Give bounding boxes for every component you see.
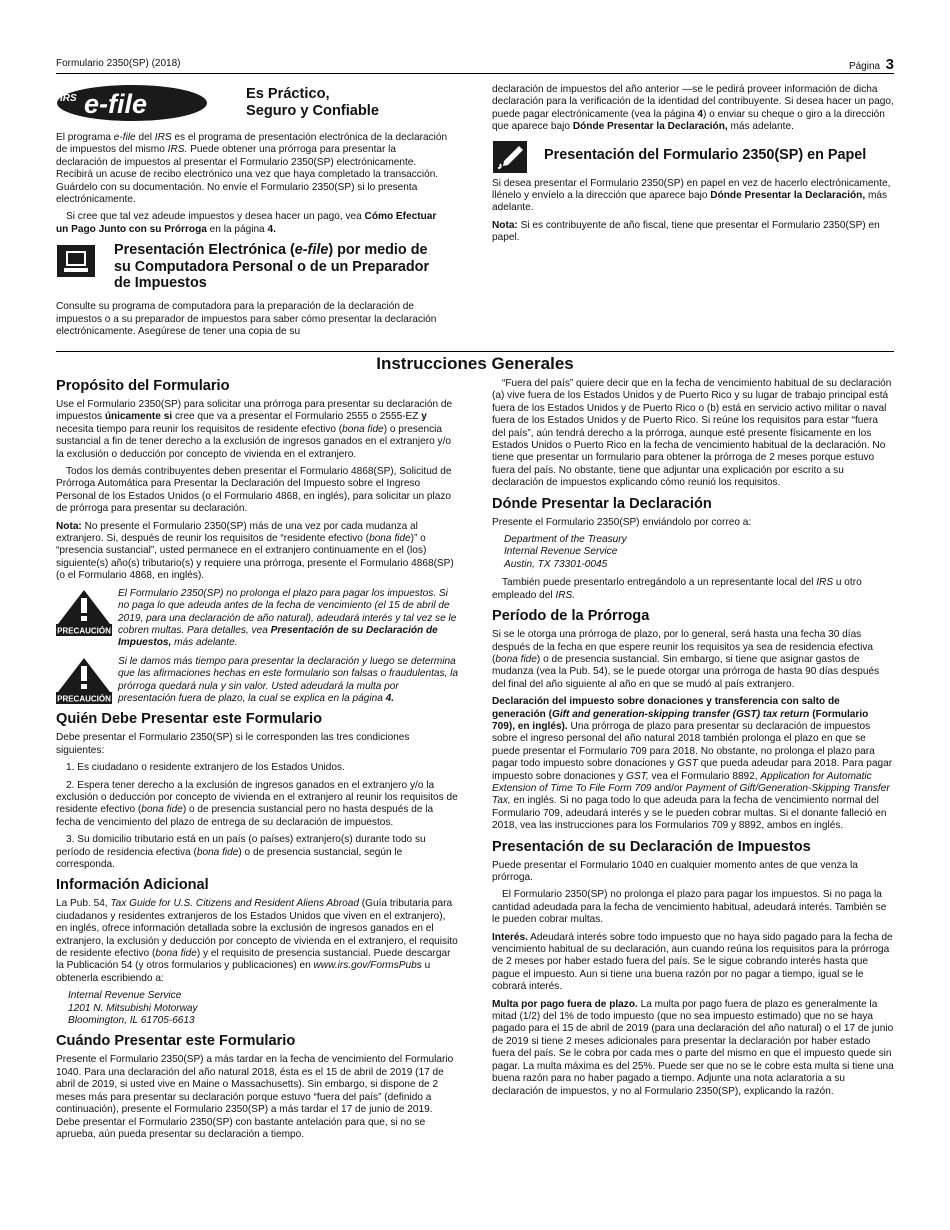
info-paragraph: La Pub. 54, Tax Guide for U.S. Citizens and Resident Aliens Abroad (Guía tributaria para ciudadanos y residentes extranjeros de los Estados Unidos que viven en el extranjero), en inglés, ofrece información detallada sobre la exclusión de ingresos ganados en el extranjero, la exclusión y deducción por concepto de vivienda en el extranjero, el requisito de residente efectivo (bona fide) y el requisito de presencia sustancial. Puede descargar la Publicación 54 (y otros formularios y publicaciones) en www.irs.gov/FormsPubs u obtenerla escribiendo a: bbox=[56, 898, 458, 984]
info-heading: Información Adicional bbox=[56, 877, 209, 894]
forms-pubs-link[interactable]: www.irs.gov/FormsPubs bbox=[313, 960, 422, 972]
paper-heading: Presentación del Formulario 2350(SP) en Papel bbox=[492, 140, 894, 174]
presentacion-heading: Presentación de su Declaración de Impuestos bbox=[492, 838, 811, 855]
paper-section bbox=[492, 84, 894, 250]
cuando-paragraph: Presente el Formulario 2350(SP) a más tardar en la fecha de vencimiento del Formulario 1040. Para una declaración del año natural 2018, ésta es el 15 de abril de 2019 (17 de abril de 2019, si usted vive en Maine o Massachusetts). Sin embargo, si dispone de 2 meses más para presentar su declaración porque estuvo “fuera del país” (definido a continuación), presente el Formulario 2350(SP) a más tardar el 17 de junio de 2019. Debe presentar el Formulario 2350(SP) con bastante antelación para que, si no se aprueba, aún pueda presentar su declaración a tiempo. bbox=[56, 1054, 454, 1140]
top-right-paragraph-1: declaración de impuestos del año anterior —se le pedirá proveer información de dicha declaración para la verificación de la identidad del contribuyente. Si desea hacer un pago, puede pagar electrónicamente (vea la página 4) o enviar su cheque o giro a la dirección que aparece bajo Dónde Presentar la Declaración, más adelante. bbox=[492, 84, 894, 133]
interes-paragraph: Interés. Adeudará interés sobre todo impuesto que no haya sido pagado para la fecha de vencimiento habitual de su declaración, aun cuando reúna los requisitos para la prórroga de 2 meses por haber estado fuera del país. Se le sigue cobrando interés hasta que pague el impuesto. Aun si tiene una buena razón por no pagar a tiempo, igual se le cobrará interés. bbox=[492, 931, 893, 993]
proposito-paragraph-2: Todos los demás contribuyentes deben presentar el Formulario 4868(SP), Solicitud de Prórroga Automática para Presentar la Declaración del Impuesto sobre el Ingreso Personal de los Estados Unidos (o el Formulario 4868, en inglés), para solicitar un plazo de prórroga para presentar su declaración. bbox=[56, 466, 452, 515]
efile-paragraph-1: El programa e-file del IRS es el programa de presentación electrónica de la declaración de impuestos del mismo IRS. Puede obtener una prórroga para presentar la declaración de impuestos al presentar el Formulario 2350(SP) electrónicamente. Recibirá un acuse de recibo electrónico una vez que haya completado la transacción. Guárdelo con su documentación. No envíe el Formulario 2350(SP) si lo presenta electrónicamente. bbox=[56, 132, 448, 206]
irs-efile-logo bbox=[56, 84, 208, 122]
computer-icon bbox=[56, 244, 96, 278]
fuera-paragraph: “Fuera del país” quiere decir que en la fecha de vencimiento habitual de su declaración (a) vive fuera de los Estados Unidos y de Puerto Rico y su lugar de trabajo principal está fuera de los Estados Unidos y de Puerto Rico o (b) está en servicio activo militar o naval fuera de los Estados Unidos y de Puerto Rico. Si reúne los requisitos para estar “fuera del país”, aún tendrá derecho a la prórroga, aunque esté presente físicamente en los Estados Unidos o Puerto Rico en la fecha de vencimiento habitual de la declaración. No tiene que presentar un formulario para obtener la prórroga de 2 meses porque estuvo fuera del país. No obstante, tiene que adjuntar una explicación por escrito a su declaración de impuestos explicando cómo reunió los requisitos. bbox=[492, 378, 892, 489]
paper-note: Nota: Si es contribuyente de año fiscal, tiene que presentar el Formulario 2350(SP) en papel. bbox=[492, 219, 880, 244]
donde-intro: Presente el Formulario 2350(SP) enviándolo por correo a: bbox=[492, 516, 752, 528]
periodo-paragraph-1: Si se le otorga una prórroga de plazo, por lo general, será hasta una fecha 30 días después de la fecha en que espere reunir los requisitos ya sea de residencia efectiva (bona fide) o de presencia sustancial. Sin embargo, si tiene que asignar gastos de mudanza (vea la Pub. 54), se le puede otorgar una prórroga de hasta 90 días después del final del año siguiente al año en que se mudó al país extranjero. bbox=[492, 629, 880, 690]
quien-heading: Quién Debe Presentar este Formulario bbox=[56, 711, 323, 728]
svg-text:IRS: IRS bbox=[60, 93, 77, 104]
donde-address: Department of the Treasury Internal Revenue Service Austin, TX 73301-0045 bbox=[504, 534, 627, 570]
quien-intro: Debe presentar el Formulario 2350(SP) si le corresponden las tres condiciones siguientes: bbox=[56, 732, 410, 756]
right-column bbox=[492, 378, 894, 1103]
presentacion-paragraph-1: Puede presentar el Formulario 1040 en cualquier momento antes de que venza la prórroga. bbox=[492, 859, 858, 883]
presentacion-paragraph-2: El Formulario 2350(SP) no prolonga el plazo para pagar los impuestos. Si no paga la cantidad adeudada para la fecha de vencimiento habitual, adeudará interés. También se le pueden cobrar multas. bbox=[492, 889, 887, 926]
svg-text:PRECAUCIÓN: PRECAUCIÓN bbox=[57, 694, 111, 704]
section-rule bbox=[56, 351, 894, 352]
page-header bbox=[56, 56, 894, 72]
proposito-heading: Propósito del Formulario bbox=[56, 378, 230, 394]
svg-text:PRECAUCIÓN: PRECAUCIÓN bbox=[57, 626, 111, 636]
efile-section bbox=[56, 84, 448, 344]
donde-heading: Dónde Presentar la Declaración bbox=[492, 495, 712, 512]
pencil-paper-icon bbox=[492, 140, 528, 174]
paper-paragraph: Si desea presentar el Formulario 2350(SP) en papel en vez de hacerlo electrónicamente, llénelo y envíelo a la dirección que aparece bajo Dónde Presentar la Declaración, más adelante. bbox=[492, 177, 891, 214]
page-indicator: Página 3 bbox=[848, 56, 894, 73]
caution-icon bbox=[56, 656, 112, 704]
list-item: 1. Es ciudadano o residente extranjero de los Estados Unidos. bbox=[66, 762, 345, 774]
proposito-paragraph-1: Use el Formulario 2350(SP) para solicitar una prórroga para presentar su declaración de impuestos únicamente si cree que va a presentar el Formulario 2555 o 2555-EZ y necesita tiempo para reunir los requisitos de residente efectivo (bona fide) o presencia sustancial a fin de tener derecho a la exclusión de ingresos ganados en el extranjero y/o la exclusión o deducción por concepto de vivienda en el extranjero. bbox=[56, 399, 453, 460]
caution-text-1: El Formulario 2350(SP) no prolonga el plazo para pagar los impuestos. Si no paga lo que adeuda antes de la fecha de vencimiento (el 15 de abril de 2019, para una declaración de año natural), adeudará interés y tal vez se le cobren multas. Para detalles, vea Presentación de su Declaración de Impuestos, más adelante. bbox=[118, 587, 457, 649]
efile-paragraph-2: Si cree que tal vez adeude impuestos y desea hacer un pago, vea Cómo Efectuar un Pago Junto con su Prórroga en la página 4. bbox=[56, 211, 437, 235]
general-instructions-title: Instrucciones Generales bbox=[376, 354, 574, 373]
efile-heading: Es Práctico, Seguro y Confiable bbox=[246, 86, 379, 119]
list-item: 2. Espera tener derecho a la exclusión de ingresos ganados en el extranjero y/o la exclusión o deducción por concepto de vivienda en el extranjero al reunir los requisitos de residente efectivo (bona fide) o de presencia sustancial pero no hasta después de la fecha de vencimiento del plazo de entrega de su declaración de impuestos. bbox=[56, 779, 458, 828]
caution-icon bbox=[56, 588, 112, 636]
list-item: 3. Su domicilio tributario está en un país (o países) extranjero(s) durante todo su período de residencia efectiva (bona fide) o de presencia sustancial, según le corresponda. bbox=[56, 834, 426, 870]
efile-paragraph-3: Consulte su programa de computadora para la preparación de la declaración de impuestos o a su preparador de impuestos para saber cómo presentar la declaración electrónicamente. Asegúrese de tener una copia de su bbox=[56, 301, 437, 338]
periodo-paragraph-2: Declaración del impuesto sobre donaciones y transferencia con salto de generación (Gift and generation-skipping transfer (GST) tax return (Formulario 709), en inglés). Una prórroga de plazo para presentar su declaración de impuestos sobre el ingreso personal del año natural 2018 también prolonga el plazo en que se puede presentar el Formulario 709 para 2018. No obstante, no prolonga el plazo para pagar todo impuesto sobre donaciones y GST que pueda adeudar para 2018. Para pagar impuesto sobre donaciones y GST, vea el Formulario 8892, Application for Automatic Extension of Time To File Form 709 and/or Payment of Gift/Generation-Skipping Transfer Tax, en inglés. Si no paga todo lo que adeuda para la fecha de vencimiento normal del Formulario 709, adeudará interés y se le pueden cobrar multas. Si el donante falleció en 2018, vea las instrucciones para los Formularios 709 y 8892, ambos en inglés. bbox=[492, 696, 893, 832]
page-number: 3 bbox=[885, 56, 894, 73]
multa-paragraph: Multa por pago fuera de plazo. La multa por pago fuera de plazo es generalmente la mitad (1/2) del 1% de todo impuesto (que no sea impuesto estimado) que no se haya pagado para el 15 de abril de 2019 (para una declaración del año natural) o el 17 de junio de 2019 si tiene 2 meses adicionales para presentar la declaración por haber estado fuera del país. Se le cobra por cada mes o parte del mismo en que el impuesto quede sin pagar. La multa máxima es del 25%. Puede ser que no se le cobre esta multa si tiene una buena razón para no haber pagado a tiempo. Adjunte una nota aclaratoria a su declaración de impuestos, y no al Formulario 2350(SP), explicando la razón. bbox=[492, 998, 894, 1097]
periodo-heading: Período de la Prórroga bbox=[492, 608, 650, 625]
info-address: Internal Revenue Service 1201 N. Mitsubishi Motorway Bloomington, IL 61705-6613 bbox=[68, 990, 198, 1027]
quien-conditions-list bbox=[56, 762, 459, 871]
svg-text:e-file: e-file bbox=[84, 89, 148, 119]
left-column bbox=[56, 378, 459, 1146]
form-name: Formulario 2350(SP) (2018) bbox=[56, 58, 181, 69]
proposito-note: Nota: No presente el Formulario 2350(SP) más de una vez por cada mudanza al extranjero. Si, después de reunir los requisitos de “residente efectivo (bona fide)” o “presencia sustancial”, usted permanece en el extranjero continuamente en el (los) siguiente(s) año(s) tributario(s) y requiere una prórroga, presente el Formulario 4868(SP) (o el Formulario 4868, en inglés). bbox=[56, 520, 454, 582]
cuando-heading: Cuándo Presentar este Formulario bbox=[56, 1033, 296, 1050]
header-rule bbox=[56, 73, 894, 74]
caution-box-1 bbox=[56, 588, 459, 650]
donde-paragraph-2: También puede presentarlo entregándolo a un representante local del IRS u otro empleado del IRS. bbox=[492, 577, 862, 601]
caution-text-2: Si le damos más tiempo para presentar la declaración y luego se determina que las afirmaciones hechas en este formulario son falsas o fraudulentas, la prórroga quedará nula y sin valor. Usted adeudará la multa por presentación fuera de plazo, la cual se explica en la página 4. bbox=[118, 655, 459, 704]
caution-box-2 bbox=[56, 656, 459, 706]
computer-section-heading: Presentación Electrónica (e-file) por medio de su Computadora Personal o de un Preparador de Impuestos bbox=[56, 242, 448, 291]
